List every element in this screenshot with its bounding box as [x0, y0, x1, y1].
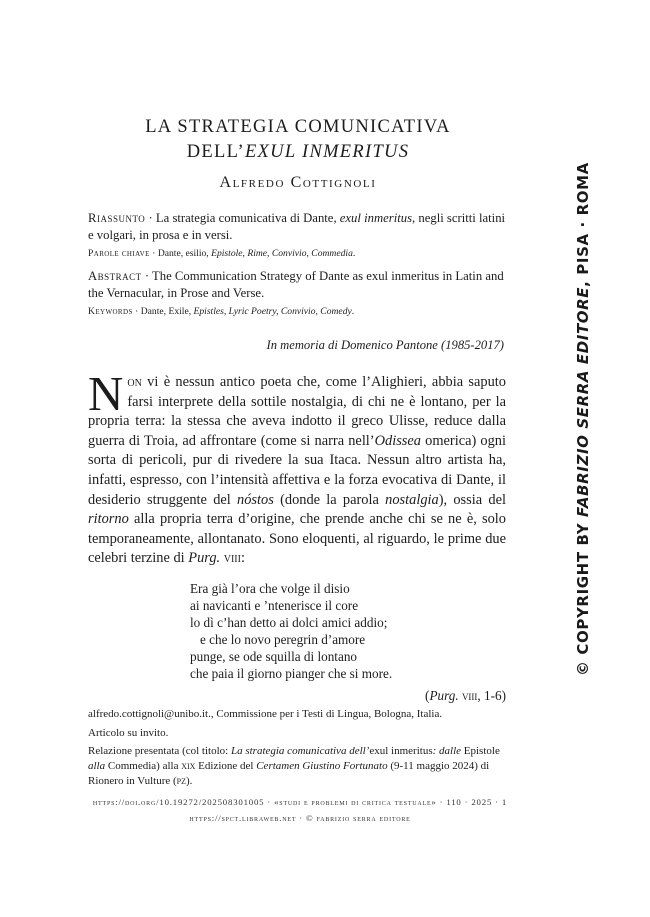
- note-text: Relazione presentata (col titolo:: [88, 745, 231, 757]
- note-text: ).: [186, 775, 193, 787]
- note-text: ) alla: [156, 760, 182, 772]
- article-author: Alfredo Cottignoli: [219, 174, 377, 191]
- abstract-text: The Communication Strategy of Dante as exul inmeritus in Latin and the Vernacular, in Prose and Verse.: [88, 269, 504, 300]
- note-italic: : dalle: [432, 745, 464, 757]
- verse-line: ai navicanti e ’ntenerisce il core: [190, 598, 359, 613]
- parole-chiave: [88, 248, 506, 260]
- verse-line: lo dì c’han detto ai dolci amici addio;: [190, 615, 388, 630]
- note-text: Edizione del: [195, 760, 257, 772]
- verse-line: Era già l’ora che volge il disio: [190, 581, 350, 596]
- italic-nostos: nóstos: [237, 491, 274, 508]
- parole-chiave-text: Dante, esilio,: [157, 248, 212, 259]
- article-title-line-2: [88, 140, 508, 164]
- lead-small-caps: on: [127, 374, 142, 390]
- note-text: Commedia: [107, 760, 157, 772]
- note-italic: Certamen Giustino Fortunato: [256, 760, 388, 772]
- verse-line: punge, se ode squilla di lontano: [190, 649, 358, 664]
- body-text: (donde la parola: [273, 491, 386, 508]
- note-text: Epistole: [463, 745, 500, 757]
- keywords-italic: Epistles, Lyric Poetry, Convivio, Comedy: [193, 306, 352, 317]
- verse-quotation: [190, 580, 392, 682]
- note-text: (9-11 maggio 2024) di Rionero in Vulture (: [88, 760, 490, 787]
- body-text: alla propria terra d’origine, che prende anche chi se ne è, solo temporaneamente, allontanato. Sono eloquenti, al riguardo, le prime due celebri terzine di: [88, 511, 506, 567]
- article-title-line-1: [88, 115, 508, 139]
- ref-purg: Purg.: [429, 688, 459, 703]
- verse-line: e che lo novo peregrin d’amore: [200, 632, 366, 647]
- italic-odissea: Odissea: [374, 432, 421, 449]
- copyright-publisher: FABRIZIO SERRA EDITORE: [574, 286, 592, 517]
- title-text: LA STRATEGIA COMUNICATIVA: [145, 117, 451, 137]
- canto-number: viii: [220, 550, 241, 567]
- invitation-note: Articolo su invito.: [88, 727, 169, 739]
- body-text: vi è nessun antico poeta che, come l’Alighieri, abbia saputo farsi interprete della sottile nostalgia, di chi ne è lontano, per la propria terra: la stessa che aveva indotto il greco Ulisse, reduce dalla guerra di Troia, ad affrontare (come si narra nell’: [88, 374, 506, 449]
- copyright-cities: , PISA · ROMA: [574, 162, 592, 287]
- separator: ·: [145, 211, 156, 225]
- note-italic: La strategia comunicativa dell’: [230, 745, 370, 757]
- verse-reference: [360, 688, 506, 704]
- body-paragraph: [88, 366, 506, 569]
- title-italic: EXUL INMERITUS: [244, 142, 410, 162]
- parole-chiave-label: Parole chiave: [88, 248, 150, 259]
- footer-website: https://spct.libraweb.net · © fabrizio serra editore: [189, 813, 411, 823]
- paren: (: [425, 688, 430, 703]
- note-italic: alla: [88, 760, 108, 772]
- colon: :: [240, 550, 245, 567]
- presentation-note: [88, 744, 506, 789]
- separator: ·: [149, 248, 158, 259]
- abstract: [88, 268, 506, 302]
- riassunto-italic: exul inmeritus: [339, 211, 413, 225]
- note-text: exul inmeritus: [369, 745, 433, 757]
- keywords: [88, 306, 506, 318]
- keywords-text: Dante, Exile,: [140, 306, 194, 317]
- separator: ·: [132, 306, 141, 317]
- period: .: [351, 306, 355, 317]
- riassunto-text-end: , negli scritti latini e volgari, in prosa e in versi.: [88, 211, 506, 242]
- title-prefix: DELL’: [186, 142, 245, 162]
- note-small-caps: xix: [181, 760, 196, 772]
- keywords-label: Keywords: [88, 306, 133, 317]
- period: .: [352, 248, 356, 259]
- abstract-label: Abstract: [88, 269, 142, 283]
- author-affiliation: alfredo.cottignoli@unibo.it., Commissione per i Testi di Lingua, Bologna, Italia.: [88, 708, 443, 720]
- note-small-caps: pz: [176, 775, 186, 787]
- copyright-watermark: [574, 162, 592, 676]
- drop-cap: N: [88, 366, 124, 421]
- body-text: omerica) ogni sorta di pericoli, pur di rivedere la sua Itaca. Nessun altro artista ha, infatti, espresso, con l’intensità affettiva e la forza evocativa di Dante, il desiderio struggente del: [88, 432, 506, 508]
- separator: ·: [141, 269, 153, 283]
- italic-ritorno: ritorno: [88, 511, 129, 528]
- riassunto-label: Riassunto: [88, 211, 146, 225]
- ref-rest: viii, 1-6): [458, 688, 506, 703]
- italic-nostalgia: nostalgia: [385, 491, 439, 508]
- parole-chiave-italic: Epistole, Rime, Convivio, Commedia: [211, 248, 353, 259]
- italic-purg: Purg.: [188, 550, 221, 567]
- dedication: In memoria di Domenico Pantone (1985-2017): [266, 338, 504, 352]
- riassunto: [88, 210, 506, 244]
- copyright-text: © COPYRIGHT BY: [574, 517, 592, 676]
- verse-line: che paia il giorno pianger che si more.: [190, 666, 393, 681]
- body-text: ), ossia del: [438, 491, 506, 508]
- riassunto-text: La strategia comunicativa di Dante,: [155, 211, 340, 225]
- footer-doi: https://doi.org/10.19272/202508301005 · «studi e problemi di critica testuale» · 110 · 2025 · 1: [92, 797, 508, 807]
